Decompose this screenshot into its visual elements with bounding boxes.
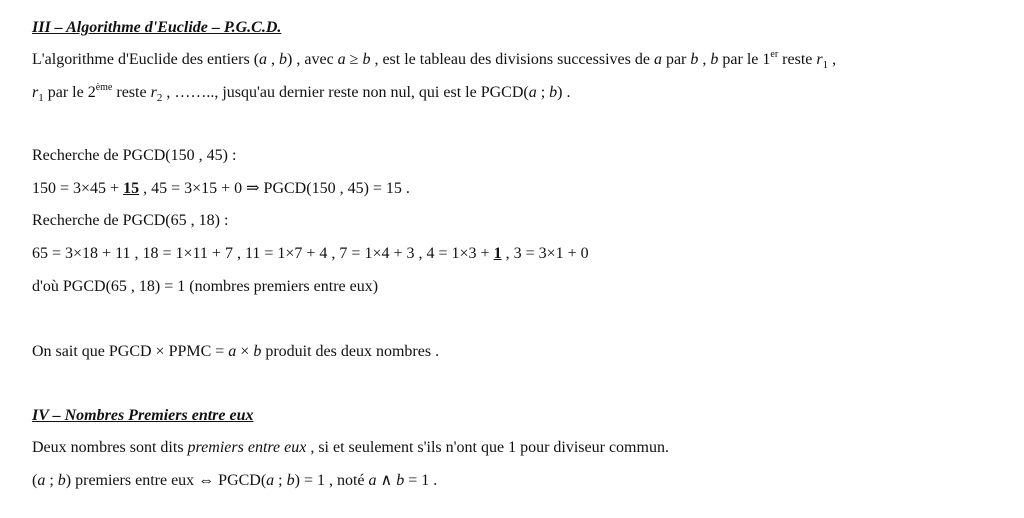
text: , …….., jusqu'au dernier reste non nul, qui est le PGCD( bbox=[162, 84, 529, 101]
subscript: 2 bbox=[156, 92, 163, 104]
text: 150 = 3×45 + bbox=[32, 180, 124, 197]
text: ) . bbox=[557, 84, 571, 101]
section-heading-euclid: III – Algorithme d'Euclide – P.G.C.D. bbox=[32, 19, 282, 36]
text: ; bbox=[536, 84, 550, 101]
euclid-definition-line-2 bbox=[32, 83, 570, 103]
last-nonzero-remainder: 15 bbox=[123, 180, 140, 197]
text: , bbox=[698, 51, 711, 68]
text: ; bbox=[45, 472, 58, 489]
var-b: b bbox=[690, 51, 699, 68]
var-b: b bbox=[549, 84, 558, 101]
var-a: a bbox=[528, 84, 537, 101]
example-2-conclusion: d'où PGCD(65 , 18) = 1 (nombres premiers entre eux) bbox=[32, 278, 379, 295]
subscript: 1 bbox=[822, 59, 829, 71]
text: L'algorithme d'Euclide des entiers ( bbox=[32, 51, 260, 68]
text: ; bbox=[274, 472, 287, 489]
text: 65 = 3×18 + 11 , 18 = 1×11 + 7 , 11 = 1×7 + 4 , 7 = 1×4 + 3 , 4 = 1×3 + bbox=[32, 245, 494, 262]
text: , 45 = 3×15 + 0 ⇒ PGCD(150 , 45) = 15 . bbox=[139, 180, 410, 197]
coprime-equivalence bbox=[32, 471, 437, 491]
superscript: er bbox=[770, 49, 779, 60]
gcd-lcm-relation bbox=[32, 342, 439, 362]
subscript: 1 bbox=[38, 92, 44, 104]
text: reste bbox=[778, 51, 817, 68]
var-b: b bbox=[286, 472, 295, 489]
text: On sait que PGCD × PPMC = bbox=[32, 343, 229, 360]
coprime-definition bbox=[32, 438, 669, 458]
euclid-definition-line-1 bbox=[32, 50, 836, 70]
section-heading-coprime: IV – Nombres Premiers entre eux bbox=[32, 407, 254, 424]
text: ∧ bbox=[376, 472, 397, 489]
text: par bbox=[661, 51, 691, 68]
var-b: b bbox=[710, 51, 719, 68]
var-r: r bbox=[150, 84, 157, 101]
text: ) premiers entre eux ⇔ PGCD( bbox=[65, 472, 267, 489]
superscript: ème bbox=[95, 82, 113, 93]
text: par le 2 bbox=[43, 84, 96, 101]
var-a: a bbox=[653, 51, 662, 68]
text: Deux nombres sont dits bbox=[32, 439, 188, 456]
var-a: a bbox=[266, 472, 275, 489]
example-2-computation bbox=[32, 244, 589, 264]
var-a: a bbox=[368, 472, 377, 489]
example-1-title: Recherche de PGCD(150 , 45) : bbox=[32, 147, 237, 164]
var-b: b bbox=[279, 51, 288, 68]
var-b: b bbox=[57, 472, 66, 489]
text: ) , avec bbox=[287, 51, 338, 68]
text: ( bbox=[32, 472, 38, 489]
text: , si et seulement s'ils n'ont que 1 pour diviseur commun. bbox=[306, 439, 669, 456]
text: × bbox=[236, 343, 254, 360]
var-a: a bbox=[337, 51, 346, 68]
text: = 1 . bbox=[404, 472, 438, 489]
text: reste bbox=[112, 84, 151, 101]
text: , est le tableau des divisions successives de bbox=[370, 51, 654, 68]
text: , 3 = 3×1 + 0 bbox=[501, 245, 589, 262]
var-r: r bbox=[816, 51, 823, 68]
text: par le 1 bbox=[718, 51, 771, 68]
last-nonzero-remainder: 1 bbox=[493, 245, 502, 262]
var-a: a bbox=[228, 343, 237, 360]
text: , bbox=[267, 51, 280, 68]
var-b: b bbox=[396, 472, 405, 489]
var-b: b bbox=[362, 51, 371, 68]
example-1-computation bbox=[32, 179, 410, 199]
text: ) = 1 , noté bbox=[294, 472, 369, 489]
text: ≥ bbox=[345, 51, 363, 68]
var-a: a bbox=[259, 51, 268, 68]
emphasis: premiers entre eux bbox=[187, 439, 307, 456]
text: produit des deux nombres . bbox=[261, 343, 440, 360]
example-2-title: Recherche de PGCD(65 , 18) : bbox=[32, 212, 229, 229]
text: , bbox=[828, 51, 837, 68]
var-a: a bbox=[37, 472, 46, 489]
var-r: r bbox=[32, 84, 39, 101]
var-b: b bbox=[253, 343, 262, 360]
